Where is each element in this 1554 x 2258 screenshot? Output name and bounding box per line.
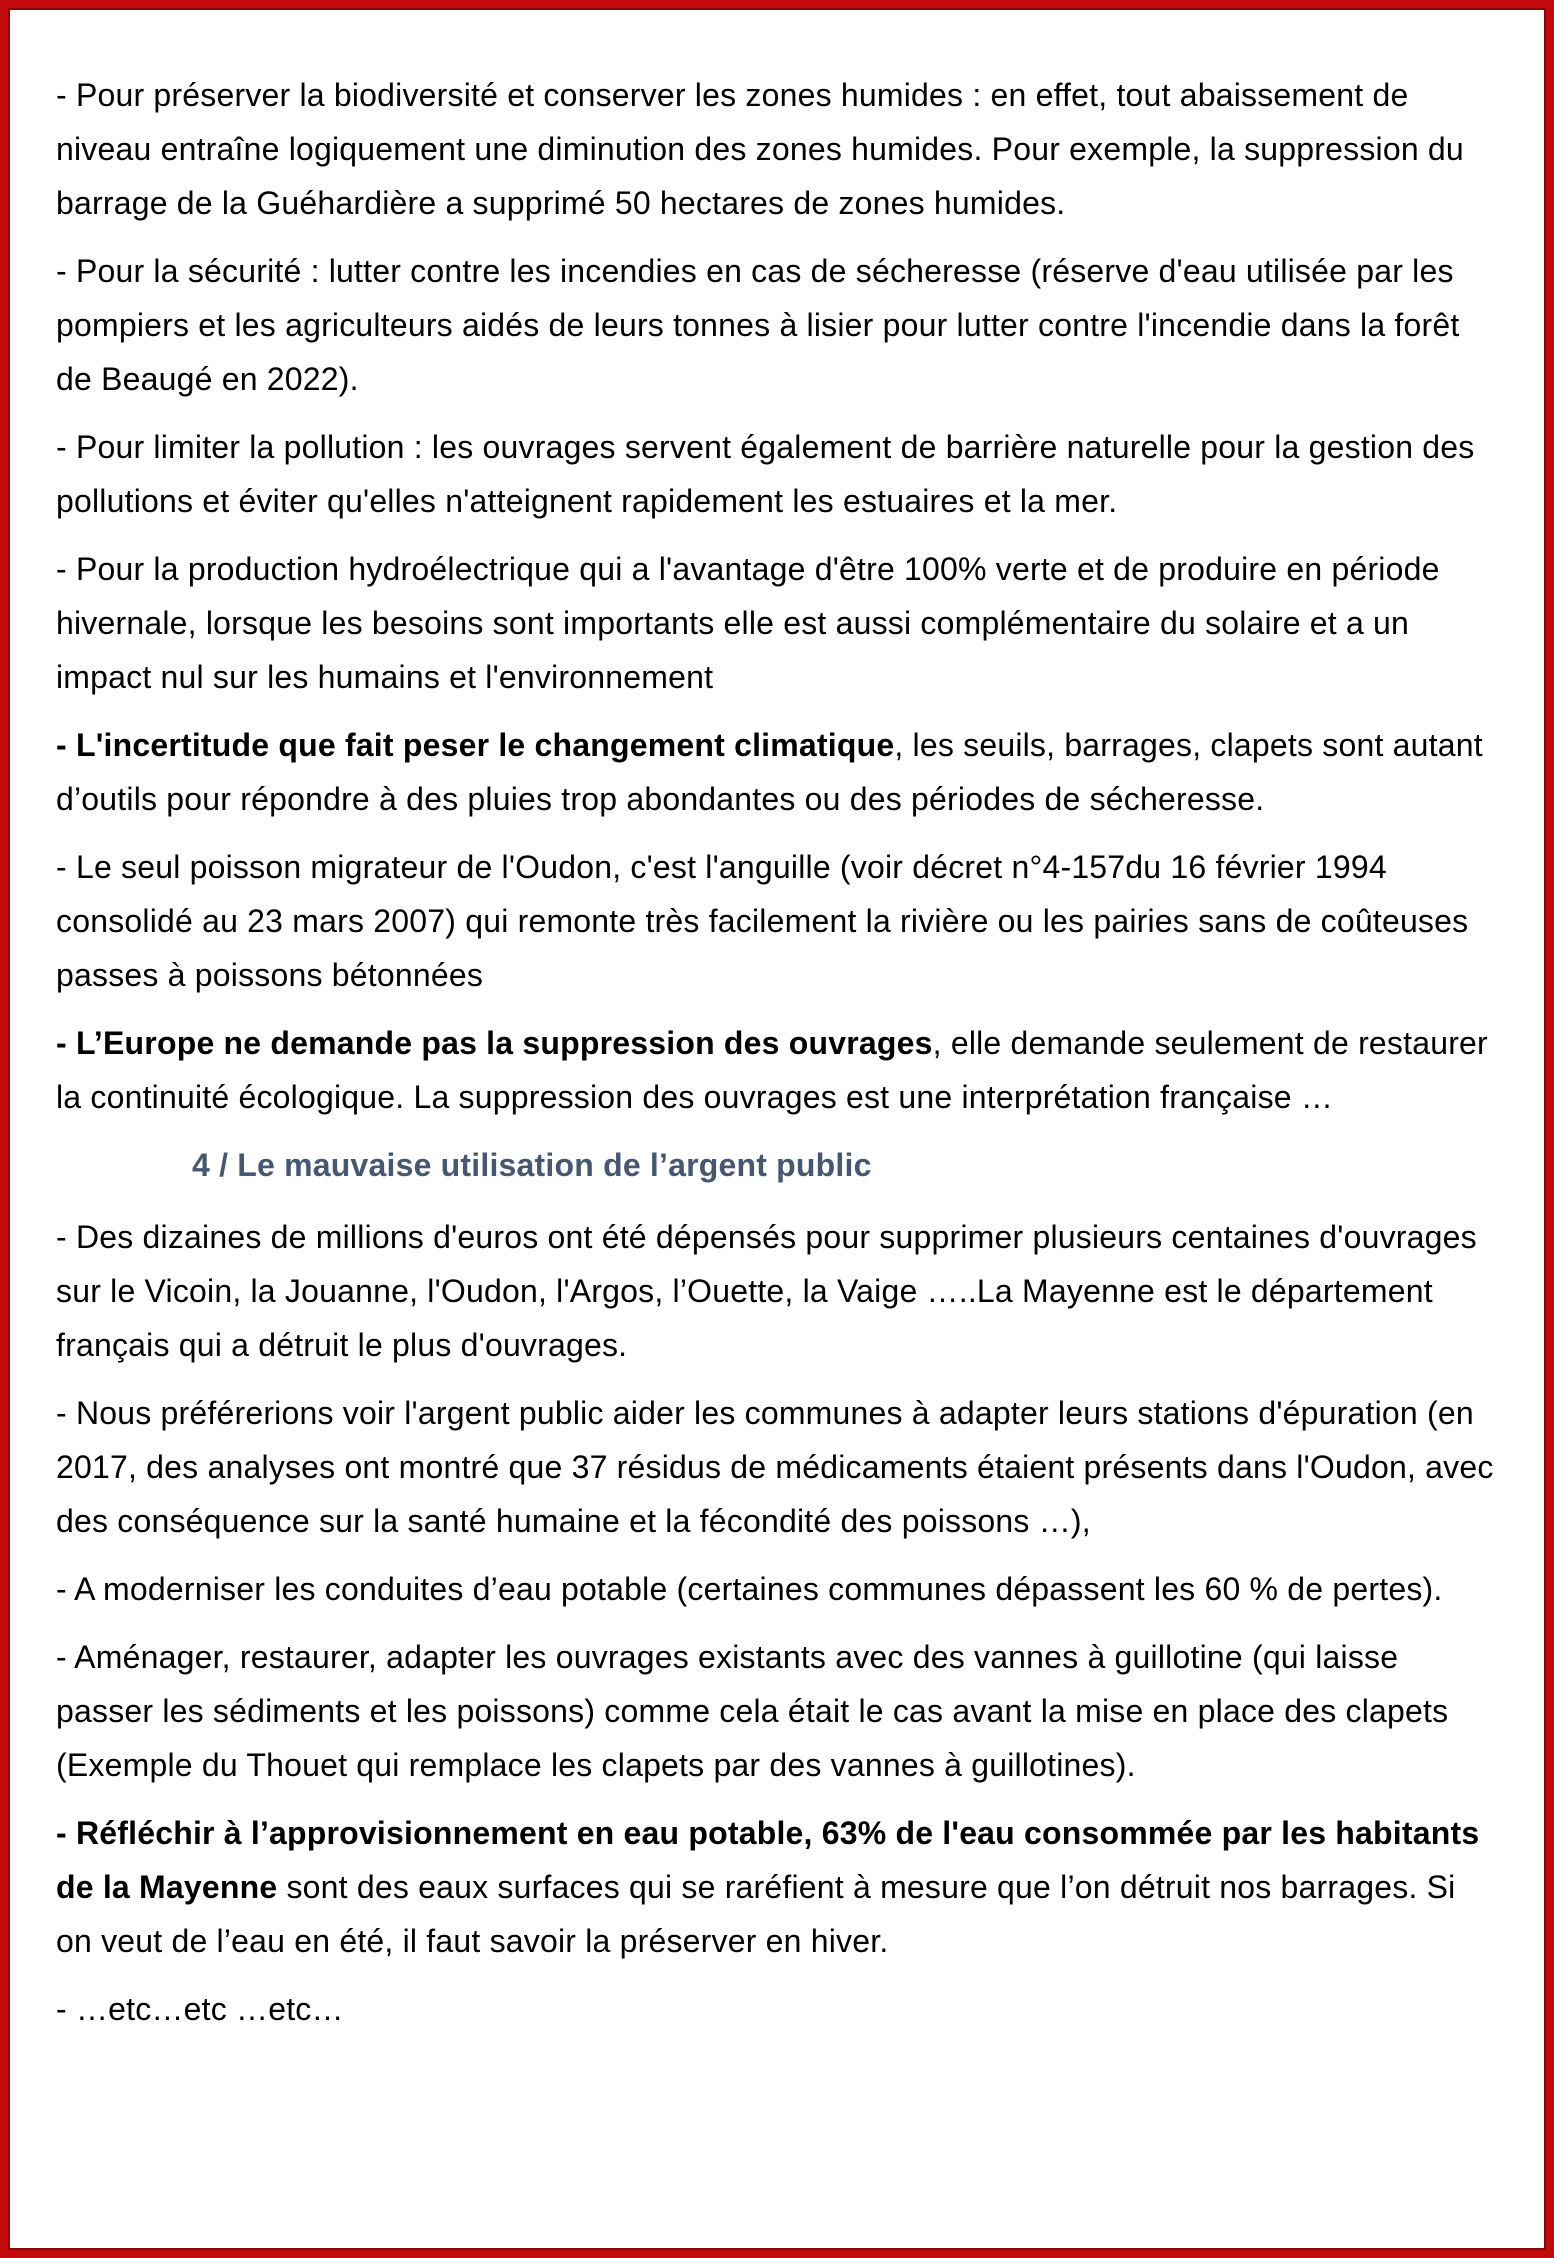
section-heading: 4 / Le mauvaise utilisation de l’argent public <box>192 1147 872 1183</box>
paragraph-bold-lead: - L'incertitude que fait peser le changement climatique <box>56 727 895 763</box>
paragraph-text: - Aménager, restaurer, adapter les ouvrages existants avec des vannes à guillotine (qui laisse passer les sédiments et les poissons) comme cela était le cas avant la mise en place des clapets (Exemple du Thouet qui remplace les clapets par des vannes à guillotines). <box>56 1639 1449 1783</box>
paragraph <box>56 1016 1498 1124</box>
paragraph-bold-lead: - L’Europe ne demande pas la suppression des ouvrages <box>56 1025 933 1061</box>
paragraph-text: , elle demande seulement de restaurer la continuité écologique. La suppression des ouvrages est une interprétation française … <box>56 1025 1488 1115</box>
paragraph-text: - …etc…etc …etc… <box>56 1991 344 2027</box>
paragraph-text: - Des dizaines de millions d'euros ont été dépensés pour supprimer plusieurs centaines d'ouvrages sur le Vicoin, la Jouanne, l'Oudon, l'Argos, l’Ouette, la Vaige …..La Mayenne est le département français qui a détruit le plus d'ouvrages. <box>56 1219 1477 1363</box>
paragraph <box>56 420 1498 528</box>
paragraph-text: - Nous préférerions voir l'argent public aider les communes à adapter leurs stations d'épuration (en 2017, des analyses ont montré que 37 résidus de médicaments étaient présents dans l'Oudon, avec des conséquence sur la santé humaine et la fécondité des poissons …), <box>56 1395 1494 1539</box>
paragraph <box>56 1210 1498 1372</box>
paragraph <box>56 718 1498 826</box>
paragraph <box>56 1386 1498 1548</box>
document-content <box>8 8 1546 2090</box>
paragraph <box>56 542 1498 704</box>
paragraph <box>56 1806 1498 1968</box>
paragraph <box>56 68 1498 230</box>
paragraph <box>56 244 1498 406</box>
paragraph-text: - Pour la production hydroélectrique qui a l'avantage d'être 100% verte et de produire en période hivernale, lorsque les besoins sont importants elle est aussi complémentaire du solaire et a un impact nul sur les humains et l'environnement <box>56 551 1440 695</box>
paragraph-text: , les seuils, barrages, clapets sont autant d’outils pour répondre à des pluies trop abondantes ou des périodes de sécheresse. <box>56 727 1483 817</box>
paragraph-text: - Le seul poisson migrateur de l'Oudon, c'est l'anguille (voir décret n°4-157du 16 février 1994 consolidé au 23 mars 2007) qui remonte très facilement la rivière ou les pairies sans de coûteuses passes à poissons bétonnées <box>56 849 1469 993</box>
paragraph-text: - Pour préserver la biodiversité et conserver les zones humides : en effet, tout abaissement de niveau entraîne logiquement une diminution des zones humides. Pour exemple, la suppression du barrage de la Guéhardière a supprimé 50 hectares de zones humides. <box>56 77 1464 221</box>
paragraph <box>56 840 1498 1002</box>
paragraph <box>56 1562 1498 1616</box>
paragraph-text: - A moderniser les conduites d’eau potable (certaines communes dépassent les 60 % de pertes). <box>56 1571 1443 1607</box>
paragraph <box>56 1630 1498 1792</box>
paragraph-text: - Pour limiter la pollution : les ouvrages servent également de barrière naturelle pour la gestion des pollutions et éviter qu'elles n'atteignent rapidement les estuaires et la mer. <box>56 429 1475 519</box>
paragraph-text: - Pour la sécurité : lutter contre les incendies en cas de sécheresse (réserve d'eau utilisée par les pompiers et les agriculteurs aidés de leurs tonnes à lisier pour lutter contre l'incendie dans la forêt de Beaugé en 2022). <box>56 253 1460 397</box>
paragraph-text: sont des eaux surfaces qui se raréfient à mesure que l’on détruit nos barrages. Si on veut de l’eau en été, il faut savoir la préserver en hiver. <box>56 1869 1456 1959</box>
paragraph <box>56 1982 1498 2036</box>
paragraph-bold-lead: - Réfléchir à l’approvisionnement en eau potable, 63% de l'eau consommée par les habitants de la Mayenne <box>56 1815 1480 1905</box>
